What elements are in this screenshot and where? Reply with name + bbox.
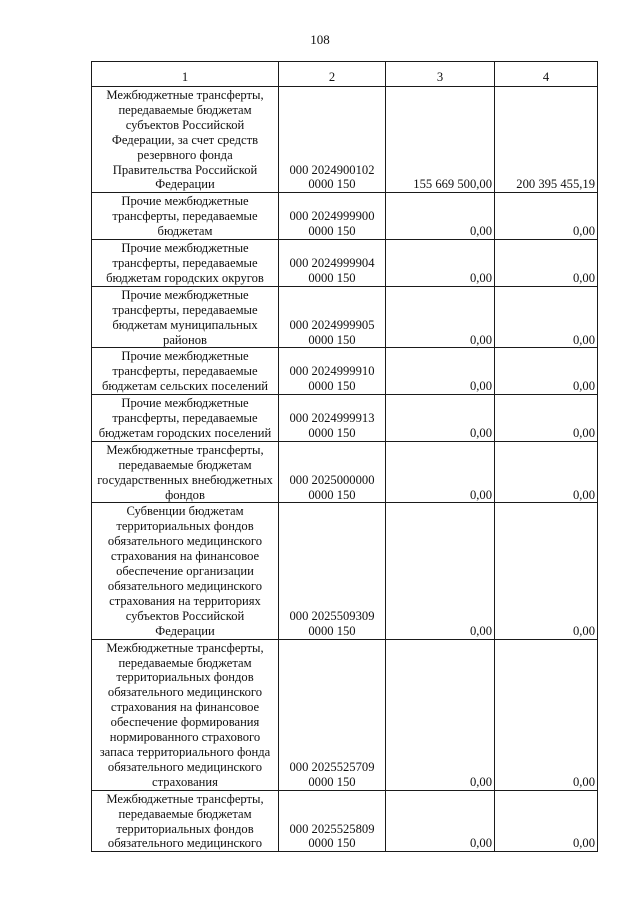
row-name-line: Межбюджетные трансферты, — [106, 442, 264, 457]
table-header-row — [92, 62, 598, 87]
row-name-line: страхования — [152, 774, 218, 789]
row-name-line: страхования на территориях — [109, 593, 261, 608]
budget-table — [91, 61, 598, 852]
row-code-line: 000 2024900102 — [289, 162, 375, 177]
row-name-line: Правительства Российской — [112, 162, 258, 177]
row-name-line: обязательного медицинского — [107, 836, 263, 851]
row-name-line: территориальных фондов — [116, 670, 254, 685]
row-value-col4: 0,00 — [495, 395, 598, 442]
row-value-col4: 0,00 — [495, 639, 598, 790]
row-name-line: субъектов Российской — [125, 608, 245, 623]
row-value-col3: 0,00 — [386, 348, 495, 395]
row-name-line: Федерации — [155, 623, 215, 638]
row-value-col4: 0,00 — [495, 240, 598, 287]
row-code-cell — [279, 441, 386, 503]
row-code-line: 000 2024999905 — [289, 317, 375, 332]
row-value-col4: 0,00 — [495, 193, 598, 240]
row-value-col3: 0,00 — [386, 193, 495, 240]
budget-table-body — [92, 62, 598, 852]
row-value-col4: 200 395 455,19 — [495, 87, 598, 193]
row-name-line: Прочие межбюджетные — [121, 396, 249, 411]
row-name-line: резервного фонда — [137, 147, 233, 162]
page-number: 108 — [310, 32, 330, 47]
row-name-cell — [92, 503, 279, 639]
row-name-cell — [92, 193, 279, 240]
row-name-line: Прочие межбюджетные — [121, 194, 249, 209]
row-code-cell — [279, 348, 386, 395]
row-code-line: 000 2025525809 — [289, 821, 375, 836]
row-name-line: передаваемые бюджетам — [118, 102, 252, 117]
table-row — [92, 503, 598, 639]
row-value-col3: 0,00 — [386, 790, 495, 852]
row-code-line: 0000 150 — [308, 623, 356, 638]
row-value-col4: 0,00 — [495, 441, 598, 503]
row-name-line: обязательного медицинского — [107, 534, 263, 549]
row-name-line: территориальных фондов — [116, 519, 254, 534]
table-row — [92, 348, 598, 395]
row-code-line: 000 2024999910 — [289, 364, 375, 379]
row-code-line: 000 2025525709 — [289, 759, 375, 774]
row-name-line: Межбюджетные трансферты, — [106, 640, 264, 655]
column-header-4: 4 — [495, 62, 598, 87]
row-name-line: Межбюджетные трансферты, — [106, 791, 264, 806]
row-value-col4: 0,00 — [495, 790, 598, 852]
table-row — [92, 395, 598, 442]
row-name-line: страхования на финансовое — [110, 549, 260, 564]
row-code-line: 0000 150 — [308, 425, 356, 440]
row-name-line: Федерации — [155, 177, 215, 192]
row-name-cell — [92, 395, 279, 442]
row-name-cell — [92, 348, 279, 395]
table-row — [92, 441, 598, 503]
table-row — [92, 286, 598, 348]
row-code-line: 000 2025509309 — [289, 608, 375, 623]
row-name-line: Прочие межбюджетные — [121, 349, 249, 364]
row-name-line: фондов — [165, 487, 205, 502]
column-header-1: 1 — [92, 62, 279, 87]
row-value-col3: 0,00 — [386, 503, 495, 639]
row-name-line: трансферты, передаваемые — [112, 209, 258, 224]
row-value-col4: 0,00 — [495, 503, 598, 639]
table-row — [92, 193, 598, 240]
row-code-cell — [279, 503, 386, 639]
row-name-line: территориальных фондов — [116, 821, 254, 836]
row-name-line: обязательного медицинского — [107, 759, 263, 774]
row-code-cell — [279, 790, 386, 852]
row-name-line: Прочие межбюджетные — [121, 241, 249, 256]
row-code-cell — [279, 87, 386, 193]
row-value-col3: 0,00 — [386, 240, 495, 287]
row-name-line: передаваемые бюджетам — [118, 457, 252, 472]
row-name-line: трансферты, передаваемые — [112, 364, 258, 379]
row-name-line: бюджетам сельских поселений — [101, 379, 269, 394]
row-name-line: субъектов Российской — [125, 117, 245, 132]
table-row — [92, 87, 598, 193]
row-name-line: обеспечение формирования — [110, 715, 260, 730]
row-code-cell — [279, 193, 386, 240]
row-name-line: передаваемые бюджетам — [118, 806, 252, 821]
row-name-line: трансферты, передаваемые — [112, 411, 258, 426]
row-name-cell — [92, 441, 279, 503]
row-code-line: 000 2024999900 — [289, 209, 375, 224]
row-name-line: государственных внебюджетных — [97, 472, 273, 487]
row-code-line: 0000 150 — [308, 332, 356, 347]
row-code-line: 0000 150 — [308, 774, 356, 789]
table-row — [92, 240, 598, 287]
row-name-line: Межбюджетные трансферты, — [106, 88, 264, 102]
row-code-line: 0000 150 — [308, 836, 356, 851]
row-code-line: 0000 150 — [308, 224, 356, 239]
row-code-line: 000 2025000000 — [289, 472, 375, 487]
row-code-line: 0000 150 — [308, 379, 356, 394]
row-code-cell — [279, 286, 386, 348]
table-row — [92, 639, 598, 790]
row-value-col3: 0,00 — [386, 441, 495, 503]
row-code-cell — [279, 395, 386, 442]
row-name-line: обязательного медицинского — [107, 685, 263, 700]
table-row — [92, 790, 598, 852]
row-name-cell — [92, 790, 279, 852]
row-code-cell — [279, 639, 386, 790]
row-name-line: Федерации, за счет средств — [111, 132, 259, 147]
row-name-line: запаса территориального фонда — [99, 744, 271, 759]
row-value-col3: 0,00 — [386, 395, 495, 442]
row-value-col3: 0,00 — [386, 639, 495, 790]
row-name-cell — [92, 286, 279, 348]
row-name-cell — [92, 240, 279, 287]
row-name-cell — [92, 639, 279, 790]
row-name-line: трансферты, передаваемые — [112, 255, 258, 270]
row-name-line: передаваемые бюджетам — [118, 655, 252, 670]
row-value-col3: 155 669 500,00 — [386, 87, 495, 193]
row-value-col4: 0,00 — [495, 286, 598, 348]
row-name-line: бюджетам — [157, 224, 213, 239]
row-name-line: обязательного медицинского — [107, 579, 263, 593]
row-name-line: бюджетам муниципальных — [112, 317, 258, 332]
column-header-2: 2 — [279, 62, 386, 87]
row-name-cell — [92, 87, 279, 193]
row-code-line: 000 2024999904 — [289, 255, 375, 270]
row-name-line: бюджетам городских округов — [106, 270, 264, 285]
row-name-line: обеспечение организации — [116, 564, 254, 579]
row-code-cell — [279, 240, 386, 287]
row-name-line: районов — [163, 332, 207, 347]
row-value-col3: 0,00 — [386, 286, 495, 348]
row-code-line: 0000 150 — [308, 487, 356, 502]
row-name-line: нормированного страхового — [109, 730, 261, 745]
row-code-line: 000 2024999913 — [289, 411, 375, 426]
row-name-line: трансферты, передаваемые — [112, 302, 258, 317]
row-code-line: 0000 150 — [308, 270, 356, 285]
row-name-line: страхования на финансовое — [110, 700, 260, 715]
row-code-line: 0000 150 — [308, 177, 356, 192]
row-value-col4: 0,00 — [495, 348, 598, 395]
column-header-3: 3 — [386, 62, 495, 87]
row-name-line: бюджетам городских поселений — [98, 425, 272, 440]
row-name-line: Прочие межбюджетные — [121, 287, 249, 302]
row-name-line: Субвенции бюджетам — [126, 504, 244, 519]
